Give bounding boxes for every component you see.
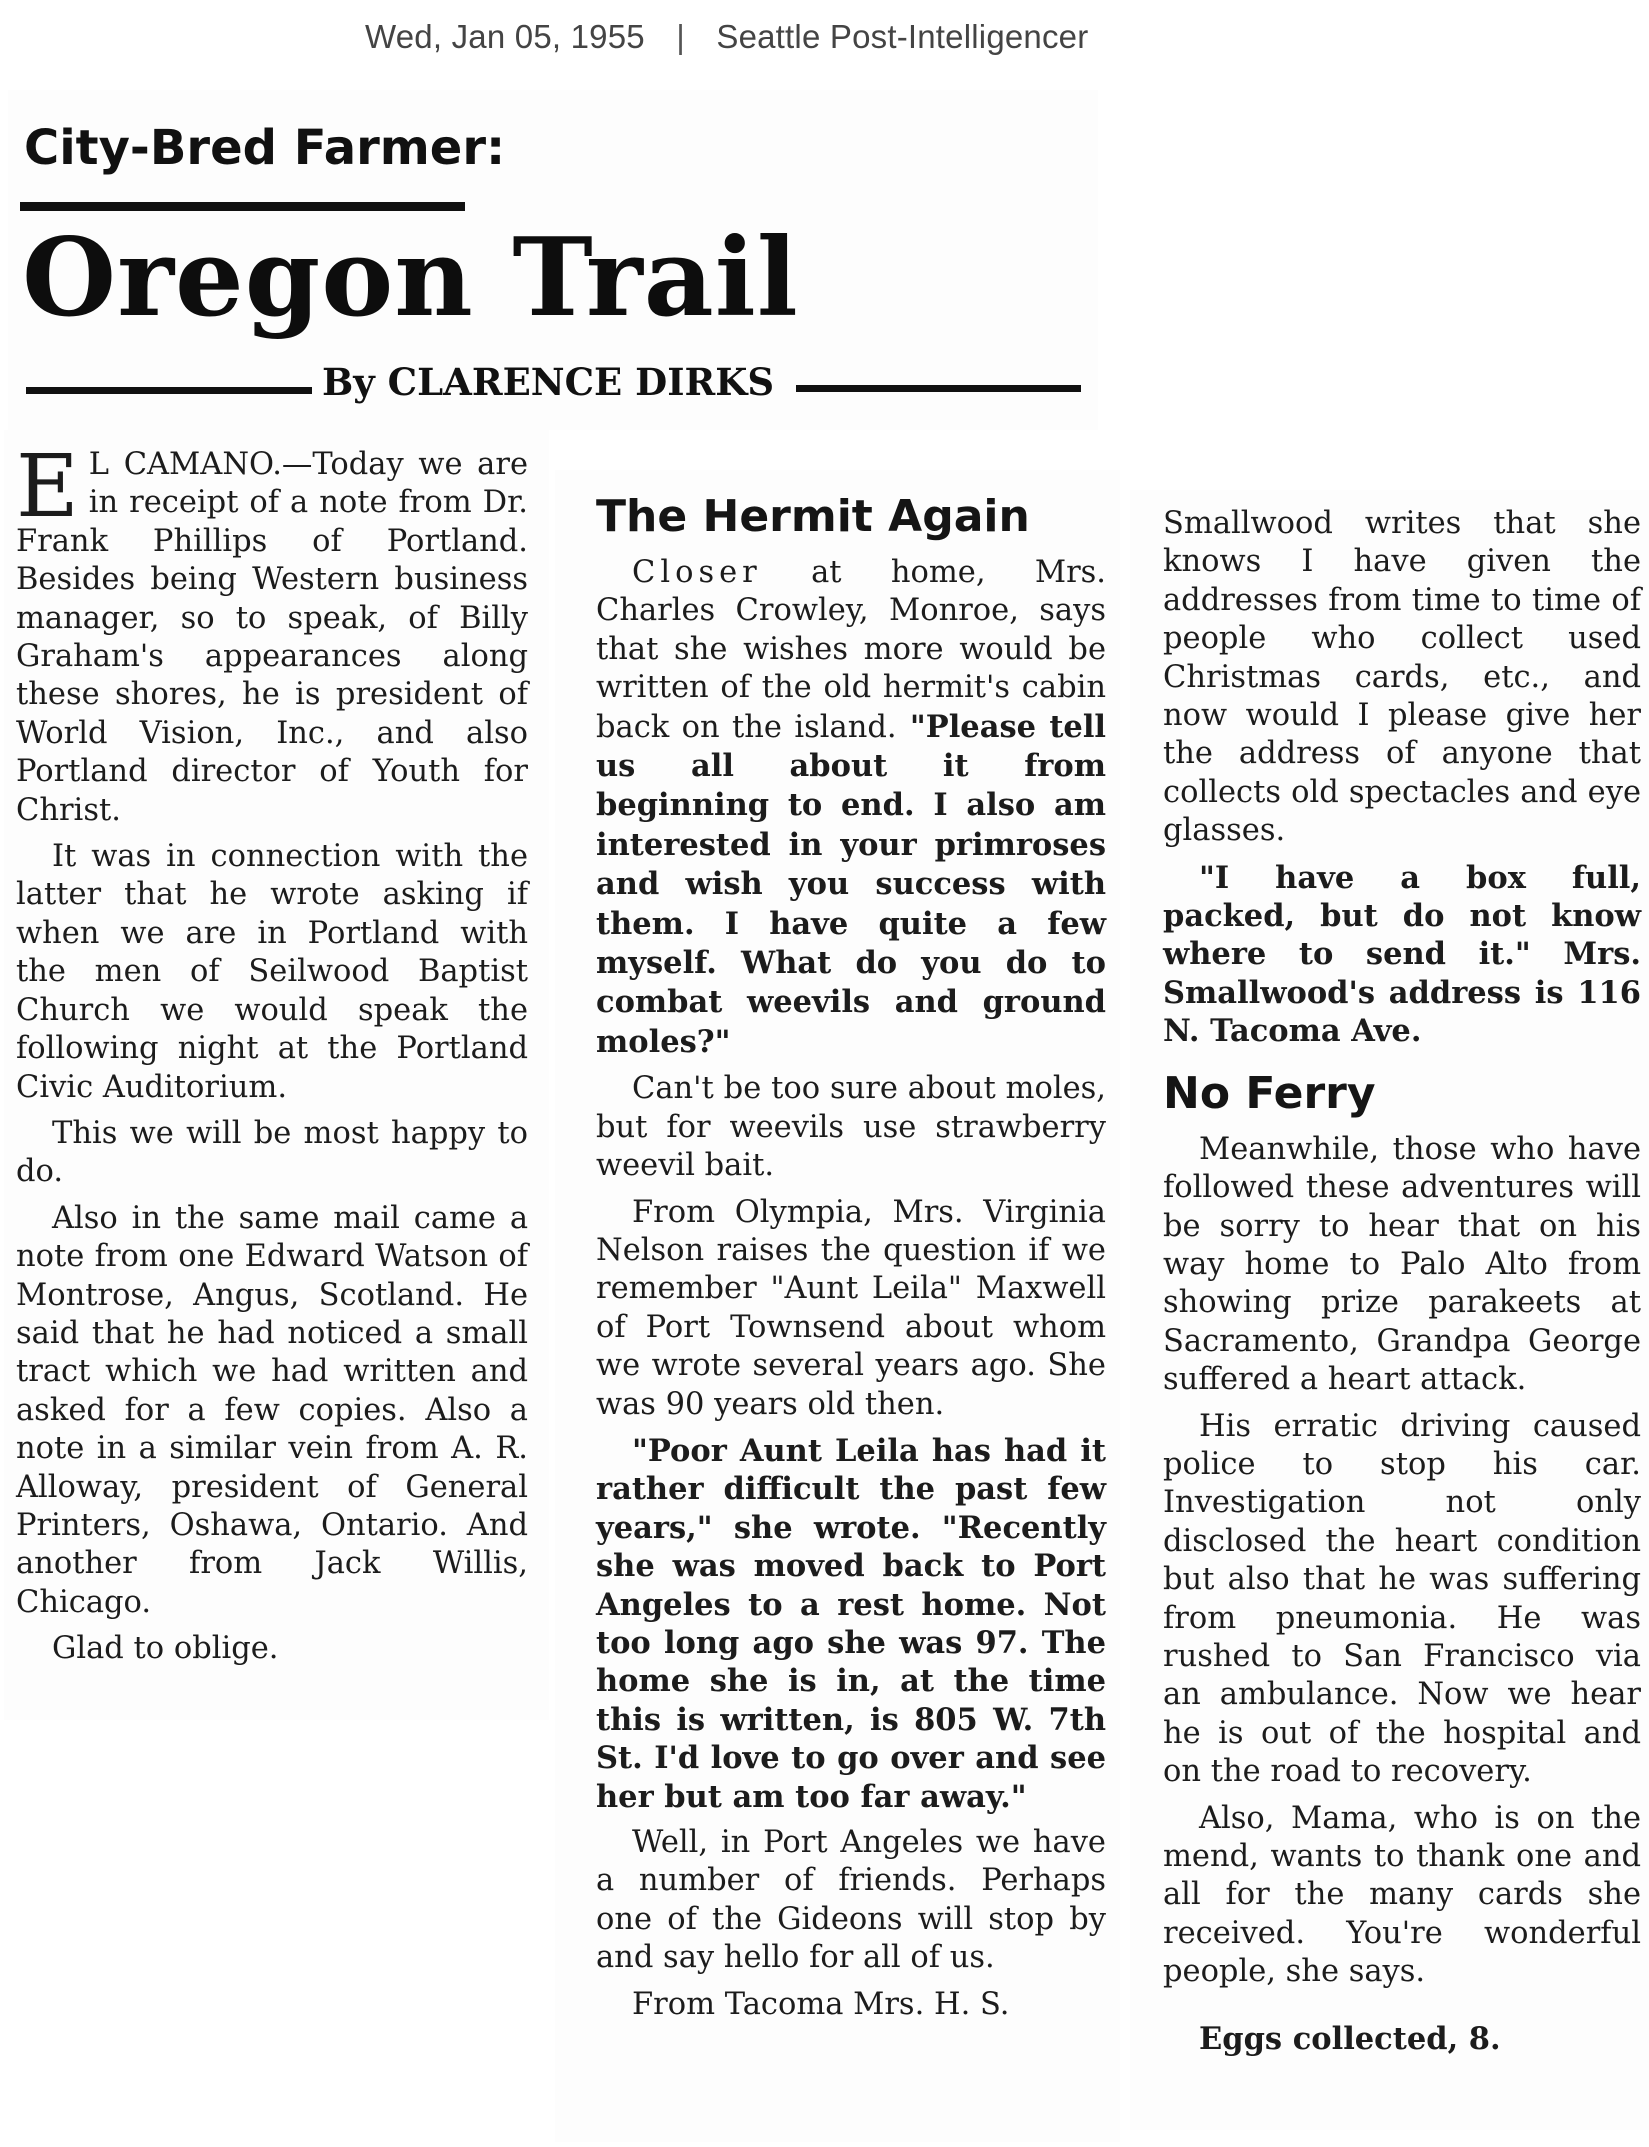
kicker-rule xyxy=(20,202,465,211)
paragraph: His erratic driving caused police to stop his car. Investigation not only disclosed the heart condition but also that he was suffering from pneumonia. He was rushed to San Francisco via an ambulance. Now we hear he is out of the hospital and on the road to recovery. xyxy=(1163,1408,1641,1790)
paragraph: From Tacoma Mrs. H. S. xyxy=(632,1986,1010,2022)
paragraph: This we will be most happy to do. xyxy=(16,1115,528,1190)
quoted-letter: "Please tell us all about it from beginning to end. I also am interested in your primroses and wish you success with them. I have quite a few myself. What do you do to combat weevils and ground moles?" xyxy=(596,708,1106,1060)
byline-rule-right xyxy=(796,385,1081,392)
paragraph-text: at home, Mrs. Charles Crowley, Monroe, says that she wishes more would be written of the old hermit's cabin back on the island. xyxy=(596,555,1106,745)
article-column-3 xyxy=(1163,505,1641,2066)
dateline-separator: | xyxy=(676,18,685,55)
paragraph: From Olympia, Mrs. Virginia Nelson raises the question if we remember "Aunt Leila" Maxwell of Port Townsend about whom we wrote several years ago. She was 90 years old then. xyxy=(596,1194,1106,1422)
lead-paragraph xyxy=(16,437,528,830)
paragraph: Well, in Port Angeles we have a number of friends. Perhaps one of the Gideons will stop by and say hello for all of us. xyxy=(596,1825,1106,1976)
lead-paragraph-text: L CAMANO.—Today we are in receipt of a note from Dr. Frank Phillips of Portland. Besides being Western business manager, so to speak, of Billy Graham's appearances along these shores, he is president of World Vision, Inc., and also Portland director of Youth for Christ. xyxy=(16,447,528,828)
paragraph: Smallwood writes that she knows I have given the addresses from time to time of people who collect used Christmas cards, etc., and now would I please give her the address of anyone that collects old spectacles and eye glasses. xyxy=(1163,506,1641,849)
paragraph-lead-word: Closer xyxy=(632,555,762,590)
dateline xyxy=(365,18,1088,56)
kicker: City-Bred Farmer: xyxy=(24,120,506,176)
byline: By CLARENCE DIRKS xyxy=(322,360,775,404)
eggs-collected: Eggs collected, 8. xyxy=(1199,2020,1501,2057)
article-column-1 xyxy=(16,437,528,1677)
paragraph: It was in connection with the latter that he wrote asking if when we are in Portland with the men of Seilwood Baptist Church we would speak the following night at the Portland Civic Auditorium. xyxy=(16,839,528,1105)
publication-name: Seattle Post-Intelligencer xyxy=(716,18,1089,55)
section-heading-hermit-again: The Hermit Again xyxy=(596,491,1030,542)
article-column-2 xyxy=(596,490,1106,2032)
headline: Oregon Trail xyxy=(22,215,799,341)
drop-cap: E xyxy=(16,437,79,537)
paragraph-quote: "Poor Aunt Leila has had it rather difficult the past few years," she wrote. "Recently she was moved back to Port Angeles to a rest home. Not too long ago she was 97. The home she is in, at the time this is written, is 805 W. 7th St. I'd love to go over and see her but am too far away." xyxy=(596,1432,1106,1815)
publication-date: Wed, Jan 05, 1955 xyxy=(365,18,645,55)
paragraph: Also, Mama, who is on the mend, wants to thank one and all for the many cards she received. You're wonderful people, she says. xyxy=(1163,1800,1641,1990)
paragraph: Glad to oblige. xyxy=(52,1631,279,1667)
paragraph-quote: "I have a box full, packed, but do not know where to send it." Mrs. Smallwood's address is 116 N. Tacoma Ave. xyxy=(1163,859,1641,1050)
paragraph xyxy=(596,554,1106,1062)
paragraph: Can't be too sure about moles, but for weevils use strawberry weevil bait. xyxy=(596,1071,1106,1184)
paragraph: Also in the same mail came a note from one Edward Watson of Montrose, Angus, Scotland. He said that he had noticed a small tract which we had written and asked for a few copies. Also a note in a similar vein from A. R. Alloway, president of General Printers, Oshawa, Ontario. And another from Jack Willis, Chicago. xyxy=(16,1200,528,1620)
paragraph: Meanwhile, those who have followed these adventures will be sorry to hear that on his way home to Palo Alto from showing prize parakeets at Sacramento, Grandpa George suffered a heart attack. xyxy=(1163,1131,1641,1398)
section-heading-no-ferry: No Ferry xyxy=(1163,1067,1376,1119)
byline-rule-left xyxy=(26,387,312,394)
